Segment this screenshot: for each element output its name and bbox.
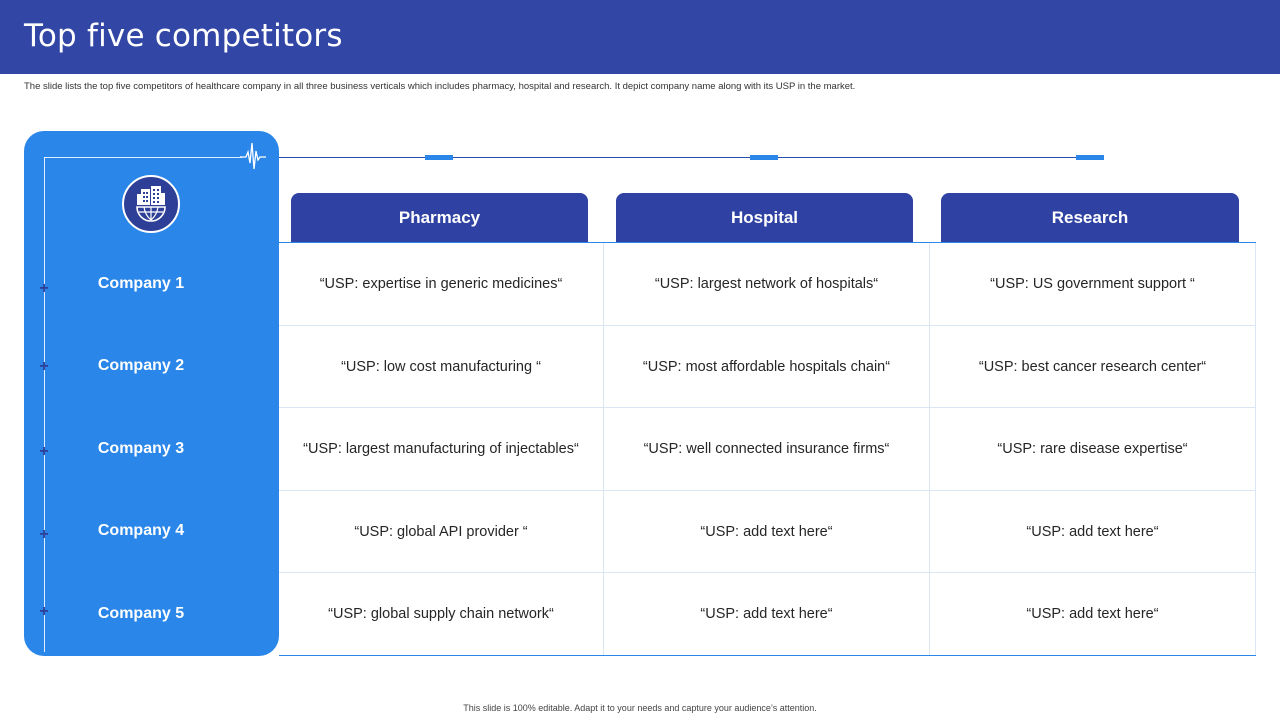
slide-description: The slide lists the top five competitors of healthcare company in all three business verticals which includes pharmacy, hospital and research. It depict company name along with its USP in the market.: [24, 81, 856, 92]
timeline-marker: [750, 155, 778, 160]
footer-note: This slide is 100% editable. Adapt it to your needs and capture your audience’s attention.: [463, 703, 817, 713]
company-name: Company 4: [97, 522, 185, 539]
panel-top-line: [44, 157, 242, 158]
title-bar: [0, 0, 1280, 74]
grid-divider: [1255, 243, 1256, 655]
table-cell: “USP: low cost manufacturing “: [341, 359, 541, 375]
table-cell: “USP: well connected insurance firms“: [643, 441, 890, 457]
panel-rail: [44, 157, 45, 652]
table-bottom-border: [279, 655, 1256, 656]
company-name: Company 1: [97, 275, 185, 292]
page-title: Top five competitors: [24, 18, 343, 54]
table-cell: “USP: add text here“: [700, 606, 833, 622]
plus-icon: +: [39, 526, 49, 543]
table-cell: “USP: global API provider “: [354, 524, 528, 540]
plus-icon: +: [39, 280, 49, 297]
timeline-line: [279, 157, 1104, 158]
column-header-hospital: Hospital: [616, 193, 913, 242]
table-cell: “USP: largest network of hospitals“: [654, 276, 879, 292]
table-cell: “USP: most affordable hospitals chain“: [642, 359, 891, 375]
company-name: Company 2: [97, 357, 185, 374]
table-cell: “USP: add text here“: [700, 524, 833, 540]
table-cell: “USP: US government support “: [990, 276, 1195, 292]
plus-icon: +: [39, 443, 49, 460]
company-name: Company 3: [97, 440, 185, 457]
timeline-marker: [425, 155, 453, 160]
table-cell: “USP: best cancer research center“: [978, 359, 1207, 375]
building-globe-icon: [122, 175, 180, 233]
table-cell: “USP: add text here“: [1026, 606, 1159, 622]
table-cell: “USP: rare disease expertise“: [997, 441, 1188, 457]
plus-icon: +: [39, 358, 49, 375]
plus-icon: +: [39, 603, 49, 620]
table-cell: “USP: expertise in generic medicines“: [319, 276, 563, 292]
timeline-marker: [1076, 155, 1104, 160]
table-cell: “USP: largest manufacturing of injectables“: [303, 441, 579, 457]
heartbeat-pulse-icon: [240, 141, 266, 171]
table-cell: “USP: global supply chain network“: [328, 606, 554, 622]
column-header-research: Research: [941, 193, 1239, 242]
column-header-pharmacy: Pharmacy: [291, 193, 588, 242]
company-name: Company 5: [97, 605, 185, 622]
table-cell: “USP: add text here“: [1026, 524, 1159, 540]
